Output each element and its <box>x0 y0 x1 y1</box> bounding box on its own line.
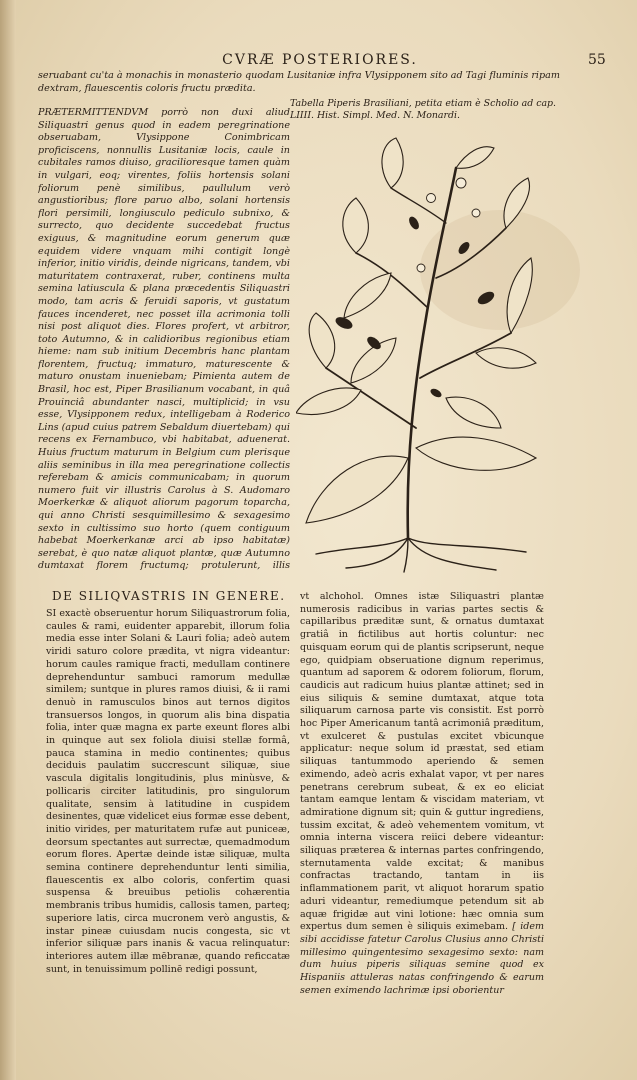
running-header: CVRÆ POSTERIORES. <box>222 52 418 68</box>
flower <box>472 209 480 217</box>
top-left-column-text: PRÆTERMITTENDVM porrò non duxi aliud Siliquastri genus quod in eadem peregrinatione obseruabam, Vlysippone Conimbricam proficiscens, nonnullis Lusitaniæ locis, caule in cubitales ramos diuiso, gracilioresque tamen quàm in vulgari, eoq; virentes, foliis hortensis solani foliorum penè similibus, paullulum verò angustioribus; flore paruo albo, solani hortensis flori persimili, longiusculo pediculo subnixo, & surrecto, quo decidente succedebat fructus exiguus, & magnitudine eorum generum quæ equidem videre vnquam mihi contigit longè inferior, initio viridis, deinde nigricans, tandem, vbi maturitatem contraxerat, ruber, continens multa semina latiuscula & plana præcedentis Siliquastri modo, tam acris & feruidi saporis, vt gustatum fauces incenderet, nec posset illa acrimonia tolli nisi post aliquot dies. Flores profert, vt arbitror, toto Autumno, & in calidioribus regionibus etiam hieme: nam sub initium Decembris hanc plantam florentem, fructuq; immaturo, maturescente & maturo onustam inueniebam; Pimienta autem de Brasil, hoc est, Piper Brasilianum vocabant, in quâ Prouinciâ abundanter nasci, multiplicid; in vsu esse, Vlysipponem redux, intelligebam à Roderico Lins (apud cuius patrem Sebaldum diuertebam) qui recens ex Fernambuco, vbi habitabat, aduenerat. Huius fructum maturum in Belgium cum plerisque aliis seminibus in illa mea peregrinatione collectis referebam & amicis communicabam; in quorum numero fuit vir illustris Carolus à S. Audomaro Moerkerkæ & aliquot aliorum pagorum toparcha, qui anno Christi sesquimillesimo & sexagesimo sexto in cultissimo suo horto (quem contiguum habebat Moerkerkanæ arci ab ipso habitatæ) serebat, è quo natæ aliquot plantæ, quæ Autumno dumtaxat florem fructumq; protulerunt, illis <box>38 107 290 572</box>
leaf <box>507 258 532 333</box>
bottom-right-italic-note: [ idem sibi accidisse fatetur Carolus Clusius anno Christi millesimo quingentesimo sexagesimo sexto: nam dum huius piperis siliquas semine quod ex Hispaniis attuleras natas confringendo & earum semen eximendo lachrimæ ipsi oborientur <box>300 921 544 996</box>
section-heading: DE SILIQVASTRIS IN GENERE. <box>52 589 286 603</box>
leaf <box>456 147 494 169</box>
flower <box>456 178 466 188</box>
intro-paragraph: seruabant cu'ta à monachis in monasterio quodam Lusitaniæ infra Vlysipponem sito ad Tagi fluminis ripam dextram, flauescentis coloris fructu prædita. <box>38 70 560 94</box>
leaf <box>416 437 536 470</box>
bottom-left-column-text: SI exactè obseruentur horum Siliquastrorum folia, caules & rami, euidenter apparebit, illorum folia media esse inter Solani & Lauri folia; adeò autem viridi saturo colore prædita, vt nigra videantur: horum caules ramique fracti, medullam continere deprehenduntur sambuci ramorum medullæ similem; suntque in plures ramos diuisi, & ii rami denuò in ramusculos binos aut ternos digitos transuersos longos, in quorum alis bina dispatia folia, inter quæ magna ex parte exeunt flores albi in quinque aut sex foliola diuisi stellæ formâ, pauca stamina in medio continentes; quibus deciduis paulatim succrescunt siliquæ, siue vascula digitalis longitudinis, plus minùsve, & pollicaris circiter latitudinis, pro singulorum qualitate, sensim à latitudine in cuspidem desinentes, quæ videlicet eius formæ esse debent, initio virides, per maturitatem rufæ aut puniceæ, deorsum spectantes aut surrectæ, quemadmodum eorum flores. Apertæ deinde istæ siliquæ, multa semina continere deprehenduntur lenti similia, flauescentis ex albo coloris, confertim quasi suspensa & breuibus petiolis cohærentia membranis tribus humidis, callosis tamen, parteq; superiore latis, circa mucronem verò angustis, & instar pineæ cuiusdam nucis congesta, sic vt inferior siliquæ pars inanis & vacua relinquatur: interiores autem illæ mēbranæ, quando reficcatæ sunt, in tenuissimum pollinē redigi possunt, <box>46 608 290 975</box>
roots <box>316 538 526 572</box>
flower <box>427 194 436 203</box>
leaf <box>446 397 501 428</box>
bottom-right-column <box>300 591 544 1040</box>
leaf <box>476 348 536 368</box>
leaf <box>382 138 403 188</box>
pepper-plant-illustration <box>296 128 542 574</box>
pepper-pod <box>476 289 497 307</box>
figure-caption: Tabella Piperis Brasiliani, petita etiam è Scholio ad cap. LIIII. Hist. Simpl. Med. N. Monardi. <box>290 98 557 122</box>
pepper-pod <box>429 387 443 399</box>
leaf <box>343 198 369 253</box>
leaf <box>504 178 529 228</box>
page-number: 55 <box>588 52 606 68</box>
pepper-pod <box>456 240 471 256</box>
leaf <box>296 388 361 414</box>
leaf <box>344 273 391 318</box>
leaf <box>306 456 408 523</box>
pepper-pod <box>407 215 421 231</box>
bottom-right-column-text: vt alchohol. Omnes istæ Siliquastri plantæ numerosis radicibus in varias partes sectis & capillaribus præditæ sunt, & ornatus dumtaxat gratiâ in fictilibus aut hortis coluntur: nec quisquam eorum qui de plantis scripserunt, neque ego, quidpiam obseruatione dignum reperimus, quantum ad saporem & odorem foliorum, florum, caudicis aut radicum huius plantæ attinet; sed in eius siliquis & semine dumtaxat, atque tota siliquarum carnosa parte vis consistit. Est porrò hoc Piper Americanum tantâ acrimoniâ præditum, vt exulceret & pustulas excitet vbicunque applicatur: neque solum id præstat, sed etiam siliquas tantummodo aperiendo & semen eximendo, adeò acris exhalat vapor, vt per nares penetrans cerebrum subeat, & ex eo eliciat tantam eamque lentam & viscidam materiam, vt admiratione dignum sit; quin & guttur ingrediens, tussim excitat, & adeò vehementem vomitum, vt omnia interna viscera reiici debere videantur: siliquas præterea & internas partes confringendo, sternutamenta valde excitat; & manibus confractas tractando, tantam in iis inflammationem parit, vt aliquot horarum spatio aduri videantur, remediumque petendum sit ab aquæ frigidæ aut vini lotione: hæc omnia sum expertus dum semen è siliquis eximebam. <box>300 591 544 933</box>
page-gutter <box>0 0 16 1080</box>
flower <box>417 264 425 272</box>
leaf <box>309 313 335 368</box>
